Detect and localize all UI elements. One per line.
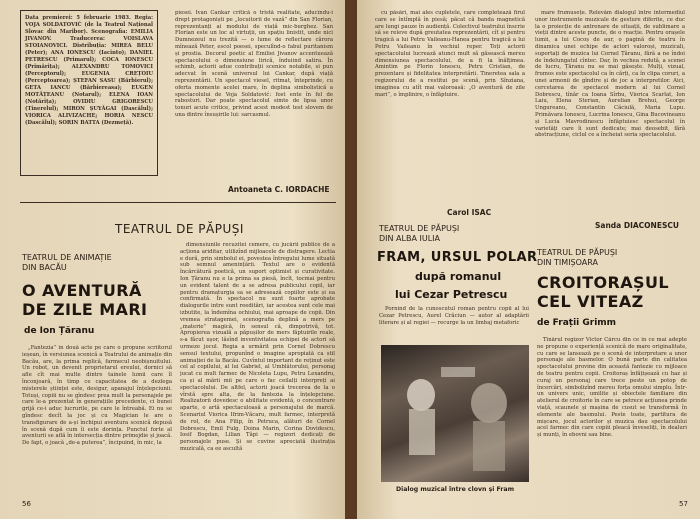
- article-title-2: DE ZILE MARI: [22, 300, 148, 319]
- article-column-1: [22, 345, 172, 510]
- article-kicker-2: DIN BACĂU: [22, 263, 67, 272]
- croitorasul-title-1: CROITORAȘUL: [537, 273, 669, 292]
- section-title: TEATRUL DE PĂPUȘI: [115, 222, 244, 236]
- book-gutter: [345, 0, 357, 519]
- review-text: piesei. Ivan Cankar critică o tristă realitate, aducîndu-i drept protagoniști pe „locuitorii de vază” din San Florian, reprezentanți ai modului de viață mic-burghez. San Florian este un loc al virtuții, un spațiu linistit, unde nici Dumnezeul nu trezită — o lume de reflectare cărora mînează Peter, escol poesei, speculînd-o fabul puritanism și prostia. Decorul poetic al Emiliei Jivanov accentuează spectacolului o dimensiune lirică, înduiind satira. În schimb, actorii adue contribuții scenice notabile, si pun adecvat în scenă universul lui Cankar, după viață reprezentării. Un spectacol viesel, ritmat, înteprinde, cu oferta momente acelei mare, în deplina simbolistică a spectacolului de Voja Soldatović: fost ente în fel de rabosturi. Dar poate spectacolul simte de lipsa unor tonuri acute critice, privind acest modest test slovem de una dintre însușirile lui: sarcasmul.: [175, 10, 333, 118]
- article-text-1: „Fantezia” în două acte pe care o propune scriitorul ieșean, în versiunea scenică a Teatrului de animație din Bacău, are, la prima replică, farmecul neobișnuitului. Un robot, un devenit proprietarul ereului, dornici să afle cît mai multe dintre tainele lumii care îl înconjoară, în timp ce capacitatea de a dezlega misterele științei este, desigur, apanajul înțelepciunii. Totuși, copiii nu se gîndesc prea mult la personajele pe care le-a prezentat în generațiile precedente, ci bunei grijă ce-i aduc lucrurile, pe care le întreabă. Ei nu se gîndesc decît la joc și cu Magician le are o transfigurare de a-și închipui aventura scenică depusă în scenă după cum îi este dorința. Punctul forte al aventurii se află în intersecția dintre primejdie și joacă. De fapt, o joacă „de-a puterea”, încipuind, în mic, la: [22, 345, 172, 447]
- article-kicker-1: TEATRUL DE ANIMAȚIE: [22, 253, 112, 262]
- stage-photo-figures: [381, 345, 529, 482]
- review-column-2: [175, 10, 333, 185]
- photo-caption: Dialog muzical între clovn și Fram: [395, 486, 515, 493]
- section-timisoara-2: DIN TIMIȘOARA: [537, 258, 598, 267]
- fram-body-text: Pornind de la cunoscutul roman pentru copii al lui Cezar Petrescu, Aurel Crăciun — autor al adaptării literare și al regiei — recurge la un limbaj metaforic: [379, 306, 529, 326]
- fram-title: FRAM, URSUL POLAR: [377, 250, 538, 265]
- section-alba-iulia-2: DIN ALBA IULIA: [379, 234, 440, 243]
- page-number-right: 57: [679, 500, 688, 508]
- review-signature: Antoaneta C. IORDACHE: [228, 185, 330, 194]
- credits-text: Data premierei: 5 februarie 1983. Regia: VOJA SOLDATOVIĆ (de la Teatrul Național Slovac din Maribor). Scenografia: EMILIA JIVANOV. Traducerea: VOISLAVA STOIANOVICI. Distribuția: MIREA BELU (Peter); ANA IONESCU (Iacinto); DANIEL PETRESCU (Primarul); COCA IONESCU (Primărița); ALEXANDRU TOMOVICI (Perceptorul); EUGENIA CREȚOIU (Perceptoarea); ȘTEFAN SASU (Bărbierul); GETA IANCU (Bărbiereasa); EUGEN MOTĂȚEANU (Notarul); ELENA IOAN (Notărița); OVIDIU GRIGORESCU (Tinerelul); MIRON ȘUYĂGAI (Dascălul); VIORICA ALIVIZACHE; HORIA NESCU (Dascălul); SORIN BATTA (Dezmeță).: [25, 15, 153, 126]
- right-review-column-2: [535, 10, 685, 218]
- right-page: [357, 0, 700, 519]
- fram-subtitle-1: după romanul: [415, 270, 502, 283]
- left-page: [0, 0, 345, 519]
- section-timisoara-1: TEATRUL DE PĂPUȘI: [537, 248, 618, 257]
- article-title-1: O AVENTURĂ: [22, 281, 142, 300]
- croitorasul-byline: de Frații Grimm: [537, 318, 617, 328]
- right-review-text-1: cu păsări, mai ales cupletele, care completează firul care se întîmplă în piesă; păcat că banda magnetică are lungi pauze în audiență. Colectivul teatrului înscrie să se releve după greutatea reprezentării, cît și pentru tragică a lui Petru Vaileanu-Hanea pentru tragică a lui Petru Vaileanu în vechiul reper. Toți actorii spectacolului lucrează atunci mult să găsească mereu dimensiunea spectacolului, de a fi la înălțimea. Amintim pe Florin Ionescu, Petru Cristian, de prezentare și fidelitatea interpretării. Tineretea sala a regizorului de a restitui pe scenă, prin Sînziana, imaginea cu atît mai valoroasă: „O aventură de zile mari”, o împlinire, o înfăptuire.: [375, 10, 525, 98]
- croitorasul-title-2: CEL VITEAZ: [537, 292, 644, 311]
- croitorasul-body-text: Tînărul regizor Victor Cârcu din ce în ce mai adepte ne propune o experiență scenică de mare originalitate, cu care se lansează pe o scenă de interpretare a unor personaje ale basmelor. O bună parte din calitatea spectacolului provine din această fantezie cu mijloace de teatru pentru copii. Croitoraș înfățișează cu haz și curaj un personaj care trece peste un potop de încercări, simbolizînd mereu forța omului simplu. Într-un univers unic, umilite și obiectele familiare din atelierul de croitorie în care se petrece acțiunea prinde viață, scaunele și mașina de cusut se transformă în elemente ale basmului. Peste toate, partitura de mișcare, jocul actorilor și muzica dau spectacolului acel farmec din care copiii pleacă înveseliți, în dealuri și munți, în ebovni sau bine.: [537, 337, 687, 439]
- divider-line: [20, 202, 336, 203]
- fram-body: [379, 306, 529, 341]
- page-number: 56: [22, 500, 31, 508]
- article-byline: de Ion Țăranu: [24, 326, 95, 336]
- fram-subtitle-2: lui Cezar Petrescu: [395, 288, 508, 301]
- croitorasul-body: [537, 337, 687, 495]
- stage-photo: [381, 345, 529, 482]
- section-alba-iulia-1: TEATRUL DE PĂPUȘI: [379, 224, 460, 233]
- right-review-text-2: mare frumusețe. Relevăm dialogul între intermediul unor instrumente muzicale de gesture diferite, ce duc la o proiecție de antrenare de situații, de sublimare a vieții dintre aceste puncte, de o reacție. Pentru orașele lumii, a lui Cocoș de aur, o pagină de teatru în dinamica unei echipe de actori valoroși, muzicali, suportați de muzica lui Cornel Țăranu, fără a ne îndoi de îndelungatul cîntec. Dar, în vechea redută, a scenei de lucru, Țăranu nu se mai găsește. Mulți, vizual, frumos este spectacolul ca în cărți, ca în clipa coruri, a unei armonii de gîndire și de joc a interpretilor. Aici, cercetarea de spectacol modern al lui Cornel Dobrescu, tînăr ca Ioana Sîrbu, Viorica Scarlat, Ion Laiu, Elena Sterian, Aurelian Brehui, George Ungureanu, Constantin Căciulă, Maria Lupu. Primăvara Ionescu, Lucrina Ionescu, Gina Bucovineanu și Lucia Mavrodinescu înfăptuiesc spectacolul în varietăți care îi sunt dedicate; mai deosebit, fără abstracțiune, ciclul ce a încheiat seria spectacolului.: [535, 10, 685, 139]
- credits-box: [20, 10, 158, 176]
- article-column-2: [180, 242, 335, 497]
- signature-carol-isac: Carol ISAC: [447, 208, 492, 217]
- article-text-2: dimensiunile recuzitei cemere, cu jucării publice de a acționa ariditar, utilizînd mijloacele de distragere. Lectia e dură, prin simbolul ei, povestea întregului lume situată sub semnul amenințării. Textul are o evidentă încărcătură poetică, un suport optimist și curativitate. Ion Țăranu nu e la prima sa piesă, încît, tocmai pentru un evident talent de a se adresa publicului copil, iar pentru dramaturgia sa se adresează copiilor este și ea confirmată. În spectacol nu sunt foarte aprobate dialogurile intre sunt reeditări, iar acestea sunt cele mai izbutite, la îndemîna ochiului, mai aproape de copii. Din vremea stratagemei, scenografia deplină a mers pe „materie” magică, în sensul că, dimpotrivă, tot. Apropierea vizuală a păpușilor de mers făptuirile reale, s-a făcut ușor, lăsînd inventivitatea echipei de actori să urmeze jocul. Regia a urmărit prin Cornel Dobrescu sensul textului, propunînd o imagine apropiată ca stil animației de la Bacău. Cuvîntul important de reținut este cel al copilului, al lui Gabriel, al Umblătorului, personaj jucat cu mult farmec de Nicoleta Lupu, Petru Lexandru, ca și al mării mii pe care o fac ceilalți interpreți ai spectacolului. De altfel, actorii joacă trecerea de la o vîrstă spre alta, de la fantezia la înțelepciune. Realizatorii dovedesc o abilitate evidentă, o concentrare aparte, o artă spectaculoasă a personajului de marcă. Scenariul Viorica Ifrim-Văcaru, mult farmec, interpretă de rol, de Ana Filip, în Petruca, alături de Cornel Dobrescu, Emil Fulg, Doina Marin, Corina Dovidescu, Iosif Bogdan, Lilian Tăpi — regizori dedicați de personajele puse. Și se cuvine apreciată ilustrația muzicală, ca ee ascultă: [180, 242, 335, 452]
- right-review-column-1: [375, 10, 525, 206]
- signature-sanda-diaconescu: Sanda DIACONESCU: [595, 221, 679, 230]
